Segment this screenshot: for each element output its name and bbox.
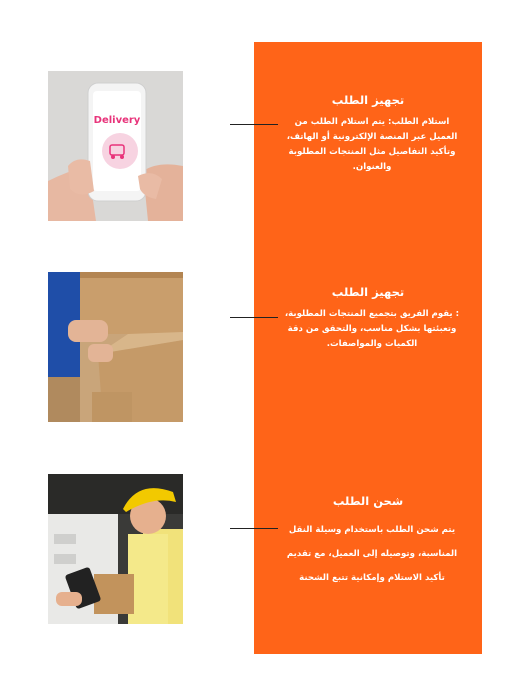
boxes-handover-photo	[48, 272, 183, 422]
step-receive-order	[254, 93, 482, 175]
step-description: : يقوم الفريق بتجميع المنتجات المطلوبة، وتعبئتها بشكل مناسب، والتحقق من دقة الكميات والمواصفات.	[284, 309, 460, 349]
phone-delivery-app-photo	[48, 71, 183, 221]
delivery-app-label: Delivery	[93, 115, 141, 126]
step-description: استلام الطلب: يتم استلام الطلب من العميل عبر المنصة الإلكترونية أو الهاتف، وتأكيد التفاصيل مثل المنتجات المطلوبة والعنوان.	[286, 117, 458, 172]
step-title: تجهيز الطلب	[331, 93, 405, 107]
step-prepare-order	[254, 285, 482, 352]
courier-with-tablet-photo	[48, 474, 183, 624]
step-title: تجهيز الطلب	[331, 285, 405, 299]
step-description: يتم شحن الطلب باستخدام وسيلة النقل المناسبة، وتوصيله إلى العميل، مع تقديم تأكيد الاستلام وإمكانية تتبع الشحنة	[286, 525, 458, 583]
step-title: شحن الطلب	[332, 494, 404, 508]
step-ship-order	[254, 494, 482, 590]
